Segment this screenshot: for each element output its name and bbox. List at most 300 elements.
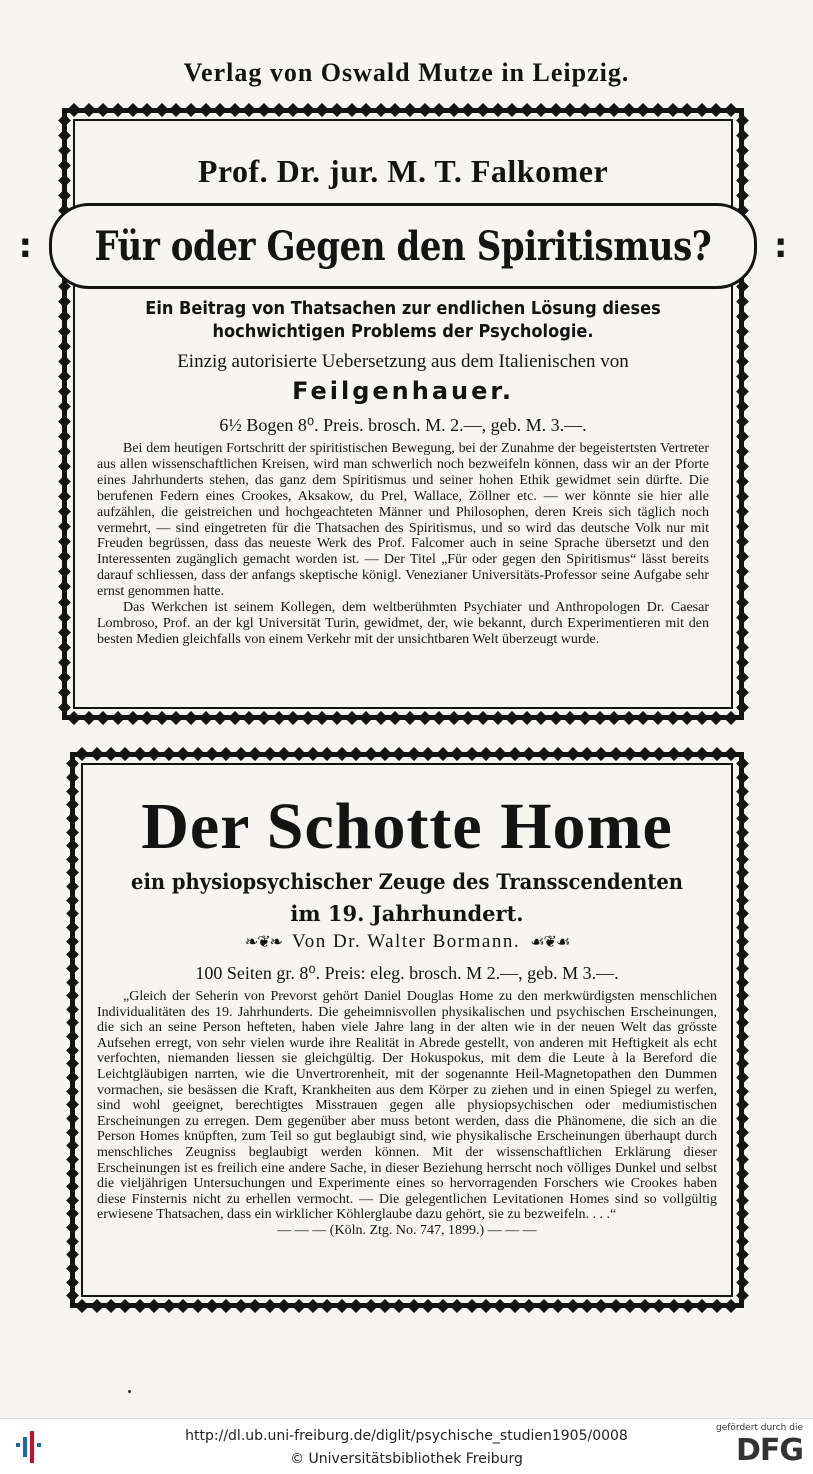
ornament-diamond-icon (66, 1139, 79, 1152)
ornament-diamond-icon (66, 839, 79, 852)
ornament-diamond-icon (736, 1249, 749, 1262)
ornament-diamond-icon (505, 711, 519, 725)
viewer-footer (0, 1418, 813, 1474)
ornament-diamond-icon (736, 641, 749, 654)
ornament-diamond-icon (58, 551, 71, 564)
ornament-diamond-icon (162, 747, 176, 761)
ornament-diamond-icon (58, 596, 71, 609)
ornament-diamond-icon (736, 948, 749, 961)
ornament-diamond-icon (291, 1299, 305, 1313)
ornament-diamond-icon (565, 1299, 579, 1313)
ornament-diamond-icon (461, 103, 475, 117)
ornament-diamond-icon (335, 1299, 349, 1313)
ornament-diamond-icon (349, 747, 363, 761)
ornament-diamond-icon (66, 1262, 79, 1275)
ornament-diamond-icon (66, 1030, 79, 1043)
ornament-diamond-icon (147, 747, 161, 761)
ornament-diamond-icon (710, 1299, 724, 1313)
ornament-diamond-icon (96, 711, 110, 725)
ornament-diamond-icon (505, 103, 519, 117)
ornament-diamond-icon (476, 711, 490, 725)
ornament-diamond-icon (58, 581, 71, 594)
ornament-diamond-icon (66, 1058, 79, 1071)
ornament-diamond-icon (213, 711, 227, 725)
ornament-diamond-icon (169, 103, 183, 117)
ornament-diamond-icon (432, 103, 446, 117)
ornament-diamond-icon (291, 747, 305, 761)
ornament-diamond-icon (58, 174, 71, 187)
ornament-diamond-icon (681, 747, 695, 761)
ornament-diamond-icon (118, 1299, 132, 1313)
ornament-diamond-icon (421, 1299, 435, 1313)
ornament-diamond-icon (66, 1003, 79, 1016)
ornament-diamond-icon (736, 460, 749, 473)
ornament-diamond-icon (736, 907, 749, 920)
ornament-diamond-icon (622, 711, 636, 725)
ornament-diamond-icon (638, 1299, 652, 1313)
ornament-diamond-icon (490, 711, 504, 725)
ornament-diamond-icon (58, 686, 71, 699)
ornament-diamond-icon (551, 1299, 565, 1313)
ornament-diamond-icon (736, 1112, 749, 1125)
ornament-diamond-icon (537, 1299, 551, 1313)
ornament-diamond-icon (191, 747, 205, 761)
permalink-link[interactable]: http://dl.ub.uni-freiburg.de/diglit/psychische_studien1905/0008 (185, 1428, 628, 1444)
ornament-diamond-icon (594, 747, 608, 761)
ornament-diamond-icon (176, 747, 190, 761)
ornament-diamond-icon (162, 1299, 176, 1313)
copyright-text: © Universitätsbibliothek Freiburg (290, 1451, 523, 1467)
ornament-diamond-icon (638, 747, 652, 761)
ornament-diamond-icon (736, 962, 749, 975)
ornament-diamond-icon (58, 566, 71, 579)
ornament-diamond-icon (736, 1262, 749, 1275)
ornament-diamond-icon (709, 711, 723, 725)
ornament-diamond-icon (736, 490, 749, 503)
ornament-diamond-icon (184, 711, 198, 725)
colon-ornament-icon: : (773, 226, 788, 266)
ornament-diamond-icon (66, 1098, 79, 1111)
ornament-diamond-icon (520, 103, 534, 117)
ornament-diamond-icon (666, 1299, 680, 1313)
ornament-diamond-icon (66, 894, 79, 907)
ornament-diamond-icon (335, 747, 349, 761)
ornament-diamond-icon (228, 103, 242, 117)
dfg-note: gefördert durch die (716, 1423, 803, 1433)
ornament-diamond-icon (651, 103, 665, 117)
ornament-diamond-icon (66, 826, 79, 839)
ornament-diamond-icon (695, 103, 709, 117)
ornament-diamond-icon (58, 611, 71, 624)
ornament-diamond-icon (736, 566, 749, 579)
ornament-diamond-icon (66, 1071, 79, 1084)
ornament-diamond-icon (104, 1299, 118, 1313)
inner-frame (18, 119, 788, 709)
ornament-diamond-icon (58, 385, 71, 398)
ornament-diamond-icon (636, 103, 650, 117)
ad2-subtitle-line1: ein physiopsychischer Zeuge des Transscendenten (131, 869, 683, 894)
ornament-diamond-icon (580, 747, 594, 761)
ornament-diamond-icon (257, 711, 271, 725)
ornament-diamond-icon (306, 747, 320, 761)
ornament-diamond-icon (652, 747, 666, 761)
ornament-diamond-icon (736, 853, 749, 866)
ornament-diamond-icon (66, 798, 79, 811)
ornament-diamond-icon (176, 1299, 190, 1313)
ad2-author: Von Dr. Walter Bormann. (292, 931, 521, 952)
ornament-diamond-icon (392, 1299, 406, 1313)
ornament-diamond-icon (155, 103, 169, 117)
ornament-diamond-icon (58, 475, 71, 488)
ad2-subtitle-line2: im 19. Jahrhundert. (290, 901, 524, 926)
ornament-diamond-icon (315, 711, 329, 725)
ornament-diamond-icon (710, 747, 724, 761)
ornament-diamond-icon (736, 921, 749, 934)
ornament-diamond-icon (736, 430, 749, 443)
ornament-diamond-icon (736, 325, 749, 338)
ornament-diamond-icon (736, 1167, 749, 1180)
ad2-title: Der Schotte Home (141, 790, 673, 863)
ornament-diamond-icon (666, 103, 680, 117)
ornament-diamond-icon (378, 1299, 392, 1313)
ornament-diamond-icon (465, 747, 479, 761)
ornament-diamond-icon (447, 103, 461, 117)
ornament-diamond-icon (133, 747, 147, 761)
colon-ornament-icon: : (18, 226, 33, 266)
ornament-diamond-icon (66, 935, 79, 948)
ornament-diamond-icon (191, 1299, 205, 1313)
ornament-diamond-icon (736, 671, 749, 684)
ornament-diamond-icon (695, 1299, 709, 1313)
ornament-diamond-icon (58, 189, 71, 202)
ornament-diamond-icon (736, 1071, 749, 1084)
ornament-diamond-icon (736, 535, 749, 548)
dfg-logo: DFG (735, 1433, 803, 1468)
ornament-diamond-icon (126, 711, 140, 725)
ornament-diamond-icon (66, 771, 79, 784)
ad1-title-banner (18, 203, 788, 289)
ornament-diamond-icon (563, 103, 577, 117)
ornament-diamond-icon (66, 880, 79, 893)
ornament-border-top (67, 103, 739, 117)
ad2-paragraph: „Gleich der Seherin von Prevorst gehört Daniel Douglas Home zu den merkwürdigsten menschlichen Individualitäten des 19. Jahrhunderts. Die geheimnisvollen physikalischen und psychischen Erscheinungen, die sich an seine Person hefteten, haben viele Jahre lang in der alten wie in der neuen Welt das grösste Aufsehen erregt, von sehr vielen wurde ihre Realität in Abrede gestellt, von anderen mit Heftigkeit als echt verfochten, niemanden liessen sie gleichgültig. Der Hokuspokus, mit dem die Leute à la Bereford die Leichtgläubigen narrten, wie die Unvertrorenheit, mit der sogenannte Heil-Magnetopathen den Dummen vormachen, sie besässen die Kraft, Krankheiten aus dem Körper zu ziehen und in einen Spiegel zu werfen, sind wohl geeignet, berechtigtes Misstrauen gegen alle physiopsychischen oder mediumistischen Erscheinungen zu erregen. Dem gegenüber aber muss betont werden, dass die Phänomene, die sich an die Person Homes knüpften, zum Teil so gut beglaubigt sind, wie physikalische Erscheinungen überhaupt durch menschliches Zeugniss beglaubigt werden können. Mit der wissenschaftlichen Erklärung dieser Erscheinungen ist es freilich eine andere Sache, in dieser Beziehung herrscht noch völliges Dunkel und selbst die vieljährigen Untersuchungen und Experimente eines so hervorragenden Forschers wie Crookes haben diese Finsternis nicht zu erhellen vermocht. — Die gelegentlichen Levitationen Homes sind so vollgültig erwiesene Thatsachen, dass ein wirklicher Köhlerglaube dazu gehört, sie zu bezweifeln. . . .“ (97, 989, 717, 1223)
ornament-diamond-icon (58, 671, 71, 684)
ornament-diamond-icon (111, 103, 125, 117)
ornament-diamond-icon (66, 1153, 79, 1166)
ornament-diamond-icon (205, 747, 219, 761)
ornament-diamond-icon (286, 711, 300, 725)
ornament-diamond-icon (736, 144, 749, 157)
ornament-diamond-icon (66, 1126, 79, 1139)
ornament-diamond-icon (82, 103, 96, 117)
publisher-line: Verlag von Oswald Mutze in Leipzig. (183, 58, 630, 87)
ornament-border-bottom (67, 711, 739, 725)
ornament-border-top (75, 747, 739, 761)
ornament-diamond-icon (736, 1030, 749, 1043)
ornament-diamond-icon (522, 1299, 536, 1313)
ornament-diamond-icon (607, 103, 621, 117)
flourish-left-icon: ❧❦❧ (244, 932, 283, 951)
ornament-diamond-icon (58, 626, 71, 639)
ornament-diamond-icon (388, 711, 402, 725)
ornament-diamond-icon (593, 711, 607, 725)
ornament-diamond-icon (330, 103, 344, 117)
ornament-diamond-icon (736, 385, 749, 398)
ornament-diamond-icon (736, 475, 749, 488)
ornament-diamond-icon (736, 295, 749, 308)
ornament-diamond-icon (133, 1299, 147, 1313)
ornament-diamond-icon (450, 1299, 464, 1313)
ad1-paragraph: Bei dem heutigen Fortschritt der spiritistischen Bewegung, bei der Zunahme der begeistertsten Vertreter aus allen wissenschaftlichen Kreisen, wird man schwerlich noch bezweifeln können, dass wir an der Pforte eines Jahrhunderts stehen, das ganz dem Spiritismus und seiner hohen Ethik gewidmet sein dürfte. Die berufenen Federn eines Crookes, Aksakow, du Prel, Wallace, Zöllner etc. — wer könnte sie hier alle aufzählen, die geistreichen und hochgeachteten Männer und Philosophen, deren Kreis sich täglich noch vermehrt, — sind eingetreten für die Thatsachen des Spiritismus, und so wird das deutsche Volk nur mit Freuden begrüssen, dass das neueste Werk des Prof. Falcomer auch in seine Sprache übersetzt und den Interessenten zugänglich gemacht worden ist. — Der Titel „Für oder gegen den Spiritismus“ lässt bereits darauf schliessen, dass der anfangs skeptische königl. Venezianer Universitäts-Professor seine Aufgabe sehr ernst genommen hatte. (97, 441, 709, 600)
ornament-diamond-icon (66, 962, 79, 975)
ornament-diamond-icon (520, 711, 534, 725)
ornament-diamond-icon (234, 747, 248, 761)
ornament-diamond-icon (736, 1085, 749, 1098)
ornament-diamond-icon (277, 1299, 291, 1313)
ornament-diamond-icon (272, 711, 286, 725)
ornament-diamond-icon (219, 747, 233, 761)
flourish-right-icon: ☙❦☙ (530, 932, 570, 951)
ornament-diamond-icon (736, 1153, 749, 1166)
ornament-diamond-icon (736, 129, 749, 142)
ornament-border-bottom (75, 1299, 739, 1313)
ornament-diamond-icon (549, 103, 563, 117)
ornament-diamond-icon (607, 711, 621, 725)
ad1-subtitle (135, 297, 671, 343)
ornament-diamond-icon (436, 747, 450, 761)
ornament-diamond-icon (417, 103, 431, 117)
ornament-diamond-icon (736, 935, 749, 948)
ornament-diamond-icon (417, 711, 431, 725)
ornament-diamond-icon (359, 103, 373, 117)
ornament-diamond-icon (58, 535, 71, 548)
ornament-diamond-icon (140, 103, 154, 117)
ornament-diamond-icon (58, 295, 71, 308)
ornament-diamond-icon (578, 103, 592, 117)
ornament-diamond-icon (388, 103, 402, 117)
ad1-subtitle-line2: hochwichtigen Problems der Psychologie. (212, 321, 594, 342)
ornament-diamond-icon (736, 701, 749, 714)
ornament-diamond-icon (736, 1208, 749, 1221)
ornament-diamond-icon (736, 757, 749, 770)
ornament-diamond-icon (709, 103, 723, 117)
ornament-diamond-icon (447, 711, 461, 725)
ornament-diamond-icon (66, 812, 79, 825)
ornament-diamond-icon (736, 159, 749, 172)
ornament-diamond-icon (736, 798, 749, 811)
ornament-diamond-icon (58, 505, 71, 518)
ornament-diamond-icon (96, 103, 110, 117)
ornament-diamond-icon (111, 711, 125, 725)
ornament-diamond-icon (534, 711, 548, 725)
ornament-diamond-icon (736, 415, 749, 428)
ornament-diamond-icon (378, 747, 392, 761)
ornament-diamond-icon (736, 839, 749, 852)
ornament-diamond-icon (147, 1299, 161, 1313)
ornament-diamond-icon (479, 747, 493, 761)
ornament-diamond-icon (199, 103, 213, 117)
ornament-diamond-icon (666, 747, 680, 761)
ornament-diamond-icon (90, 1299, 104, 1313)
ornament-diamond-icon (66, 1044, 79, 1057)
ornament-diamond-icon (736, 520, 749, 533)
ornament-diamond-icon (126, 103, 140, 117)
ornament-diamond-icon (551, 747, 565, 761)
ad1-author: Prof. Dr. jur. M. T. Falkomer (197, 153, 609, 189)
ornament-diamond-icon (374, 711, 388, 725)
ornament-diamond-icon (508, 747, 522, 761)
ornament-diamond-icon (277, 747, 291, 761)
ornament-diamond-icon (680, 711, 694, 725)
ornament-diamond-icon (736, 1289, 749, 1302)
ornament-diamond-icon (622, 103, 636, 117)
ornament-diamond-icon (493, 747, 507, 761)
ornament-diamond-icon (315, 103, 329, 117)
ornament-diamond-icon (736, 1139, 749, 1152)
ornament-diamond-icon (695, 747, 709, 761)
ornament-diamond-icon (58, 370, 71, 383)
ornament-diamond-icon (537, 747, 551, 761)
ornament-diamond-icon (301, 711, 315, 725)
ornament-diamond-icon (364, 747, 378, 761)
ornament-diamond-icon (66, 1112, 79, 1125)
ornament-diamond-icon (58, 445, 71, 458)
ornament-diamond-icon (609, 1299, 623, 1313)
ornament-diamond-icon (680, 103, 694, 117)
ornament-diamond-icon (736, 1017, 749, 1030)
ornament-diamond-icon (580, 1299, 594, 1313)
ornament-diamond-icon (58, 415, 71, 428)
ornament-diamond-icon (58, 701, 71, 714)
ornament-diamond-icon (58, 430, 71, 443)
ornament-diamond-icon (736, 976, 749, 989)
ornament-diamond-icon (736, 826, 749, 839)
ornament-diamond-icon (58, 159, 71, 172)
ornament-diamond-icon (306, 1299, 320, 1313)
ornament-diamond-icon (320, 1299, 334, 1313)
ornament-diamond-icon (461, 711, 475, 725)
ornament-diamond-icon (736, 114, 749, 127)
ad1-paragraph: Das Werkchen ist seinem Kollegen, dem weltberühmten Psychiater und Anthropologen Dr. Caesar Lombroso, Prof. an der kgl Universität Turin, gewidmet, der, wie bekannt, durch Experimentieren mit den besten Medien gleichfalls von einem Verkehr mit der unsichtbaren Welt überzeugt wurde. (97, 600, 709, 647)
ornament-diamond-icon (407, 747, 421, 761)
ornament-diamond-icon (563, 711, 577, 725)
ornament-diamond-icon (736, 626, 749, 639)
ornament-diamond-icon (155, 711, 169, 725)
ad1-body (97, 441, 709, 648)
ad1-title: Für oder Gegen den Spiritismus? (94, 222, 712, 270)
ornament-diamond-icon (736, 310, 749, 323)
ornament-diamond-icon (349, 1299, 363, 1313)
ornament-diamond-icon (58, 114, 71, 127)
ornament-diamond-icon (465, 1299, 479, 1313)
page-speck (128, 1390, 131, 1393)
ornament-diamond-icon (736, 611, 749, 624)
ornament-diamond-icon (345, 103, 359, 117)
ornament-diamond-icon (403, 103, 417, 117)
ornament-diamond-icon (272, 103, 286, 117)
ornament-diamond-icon (66, 1208, 79, 1221)
ornament-diamond-icon (90, 747, 104, 761)
ornament-diamond-icon (609, 747, 623, 761)
ad2-author-row (83, 931, 731, 953)
ornament-diamond-icon (436, 1299, 450, 1313)
ornament-diamond-icon (320, 747, 334, 761)
ornament-diamond-icon (58, 355, 71, 368)
ornament-border-right (735, 113, 749, 715)
ornament-diamond-icon (66, 1085, 79, 1098)
ornament-diamond-icon (248, 747, 262, 761)
ornament-diamond-icon (66, 1249, 79, 1262)
ornament-diamond-icon (736, 1276, 749, 1289)
ornament-diamond-icon (549, 711, 563, 725)
ornament-diamond-icon (228, 711, 242, 725)
ornament-diamond-icon (58, 460, 71, 473)
ornament-diamond-icon (66, 989, 79, 1002)
ad2-price: 100 Seiten gr. 8⁰. Preis: eleg. brosch. M 2.—, geb. M 3.—. (195, 963, 619, 983)
ornament-diamond-icon (522, 747, 536, 761)
ornament-diamond-icon (118, 747, 132, 761)
ornament-diamond-icon (565, 747, 579, 761)
ornament-diamond-icon (66, 1194, 79, 1207)
ornament-diamond-icon (695, 711, 709, 725)
ornament-diamond-icon (623, 1299, 637, 1313)
ad1-price: 6½ Bogen 8⁰. Preis. brosch. M. 2.—, geb. M. 3.—. (219, 415, 587, 435)
ornament-diamond-icon (219, 1299, 233, 1313)
ornament-diamond-icon (66, 1167, 79, 1180)
ornament-diamond-icon (636, 711, 650, 725)
ornament-diamond-icon (286, 103, 300, 117)
ornament-diamond-icon (58, 641, 71, 654)
ornament-diamond-icon (140, 711, 154, 725)
ornament-diamond-icon (651, 711, 665, 725)
ornament-diamond-icon (736, 785, 749, 798)
ornament-diamond-icon (184, 103, 198, 117)
ornament-diamond-icon (736, 686, 749, 699)
ornament-diamond-icon (476, 103, 490, 117)
advertisement-schotte-home (70, 752, 744, 1308)
ornament-diamond-icon (58, 144, 71, 157)
ornament-diamond-icon (407, 1299, 421, 1313)
ornament-diamond-icon (257, 103, 271, 117)
ornament-diamond-icon (736, 771, 749, 784)
ornament-diamond-icon (234, 1299, 248, 1313)
ornament-diamond-icon (593, 103, 607, 117)
ornament-diamond-icon (66, 785, 79, 798)
ornament-diamond-icon (66, 976, 79, 989)
ornament-diamond-icon (66, 867, 79, 880)
ornament-diamond-icon (623, 747, 637, 761)
ornament-diamond-icon (364, 1299, 378, 1313)
ornament-diamond-icon (736, 1221, 749, 1234)
ornament-diamond-icon (66, 907, 79, 920)
ornament-diamond-icon (248, 1299, 262, 1313)
ornament-diamond-icon (666, 711, 680, 725)
ornament-diamond-icon (205, 1299, 219, 1313)
ornament-diamond-icon (736, 189, 749, 202)
ornament-diamond-icon (58, 400, 71, 413)
ornament-diamond-icon (736, 656, 749, 669)
ornament-diamond-icon (736, 340, 749, 353)
ornament-diamond-icon (490, 103, 504, 117)
ornament-diamond-icon (432, 711, 446, 725)
ornament-diamond-icon (736, 370, 749, 383)
ornament-diamond-icon (736, 989, 749, 1002)
ornament-diamond-icon (594, 1299, 608, 1313)
ornament-diamond-icon (58, 520, 71, 533)
ornament-diamond-icon (169, 711, 183, 725)
ornament-diamond-icon (736, 1058, 749, 1071)
ornament-diamond-icon (736, 867, 749, 880)
